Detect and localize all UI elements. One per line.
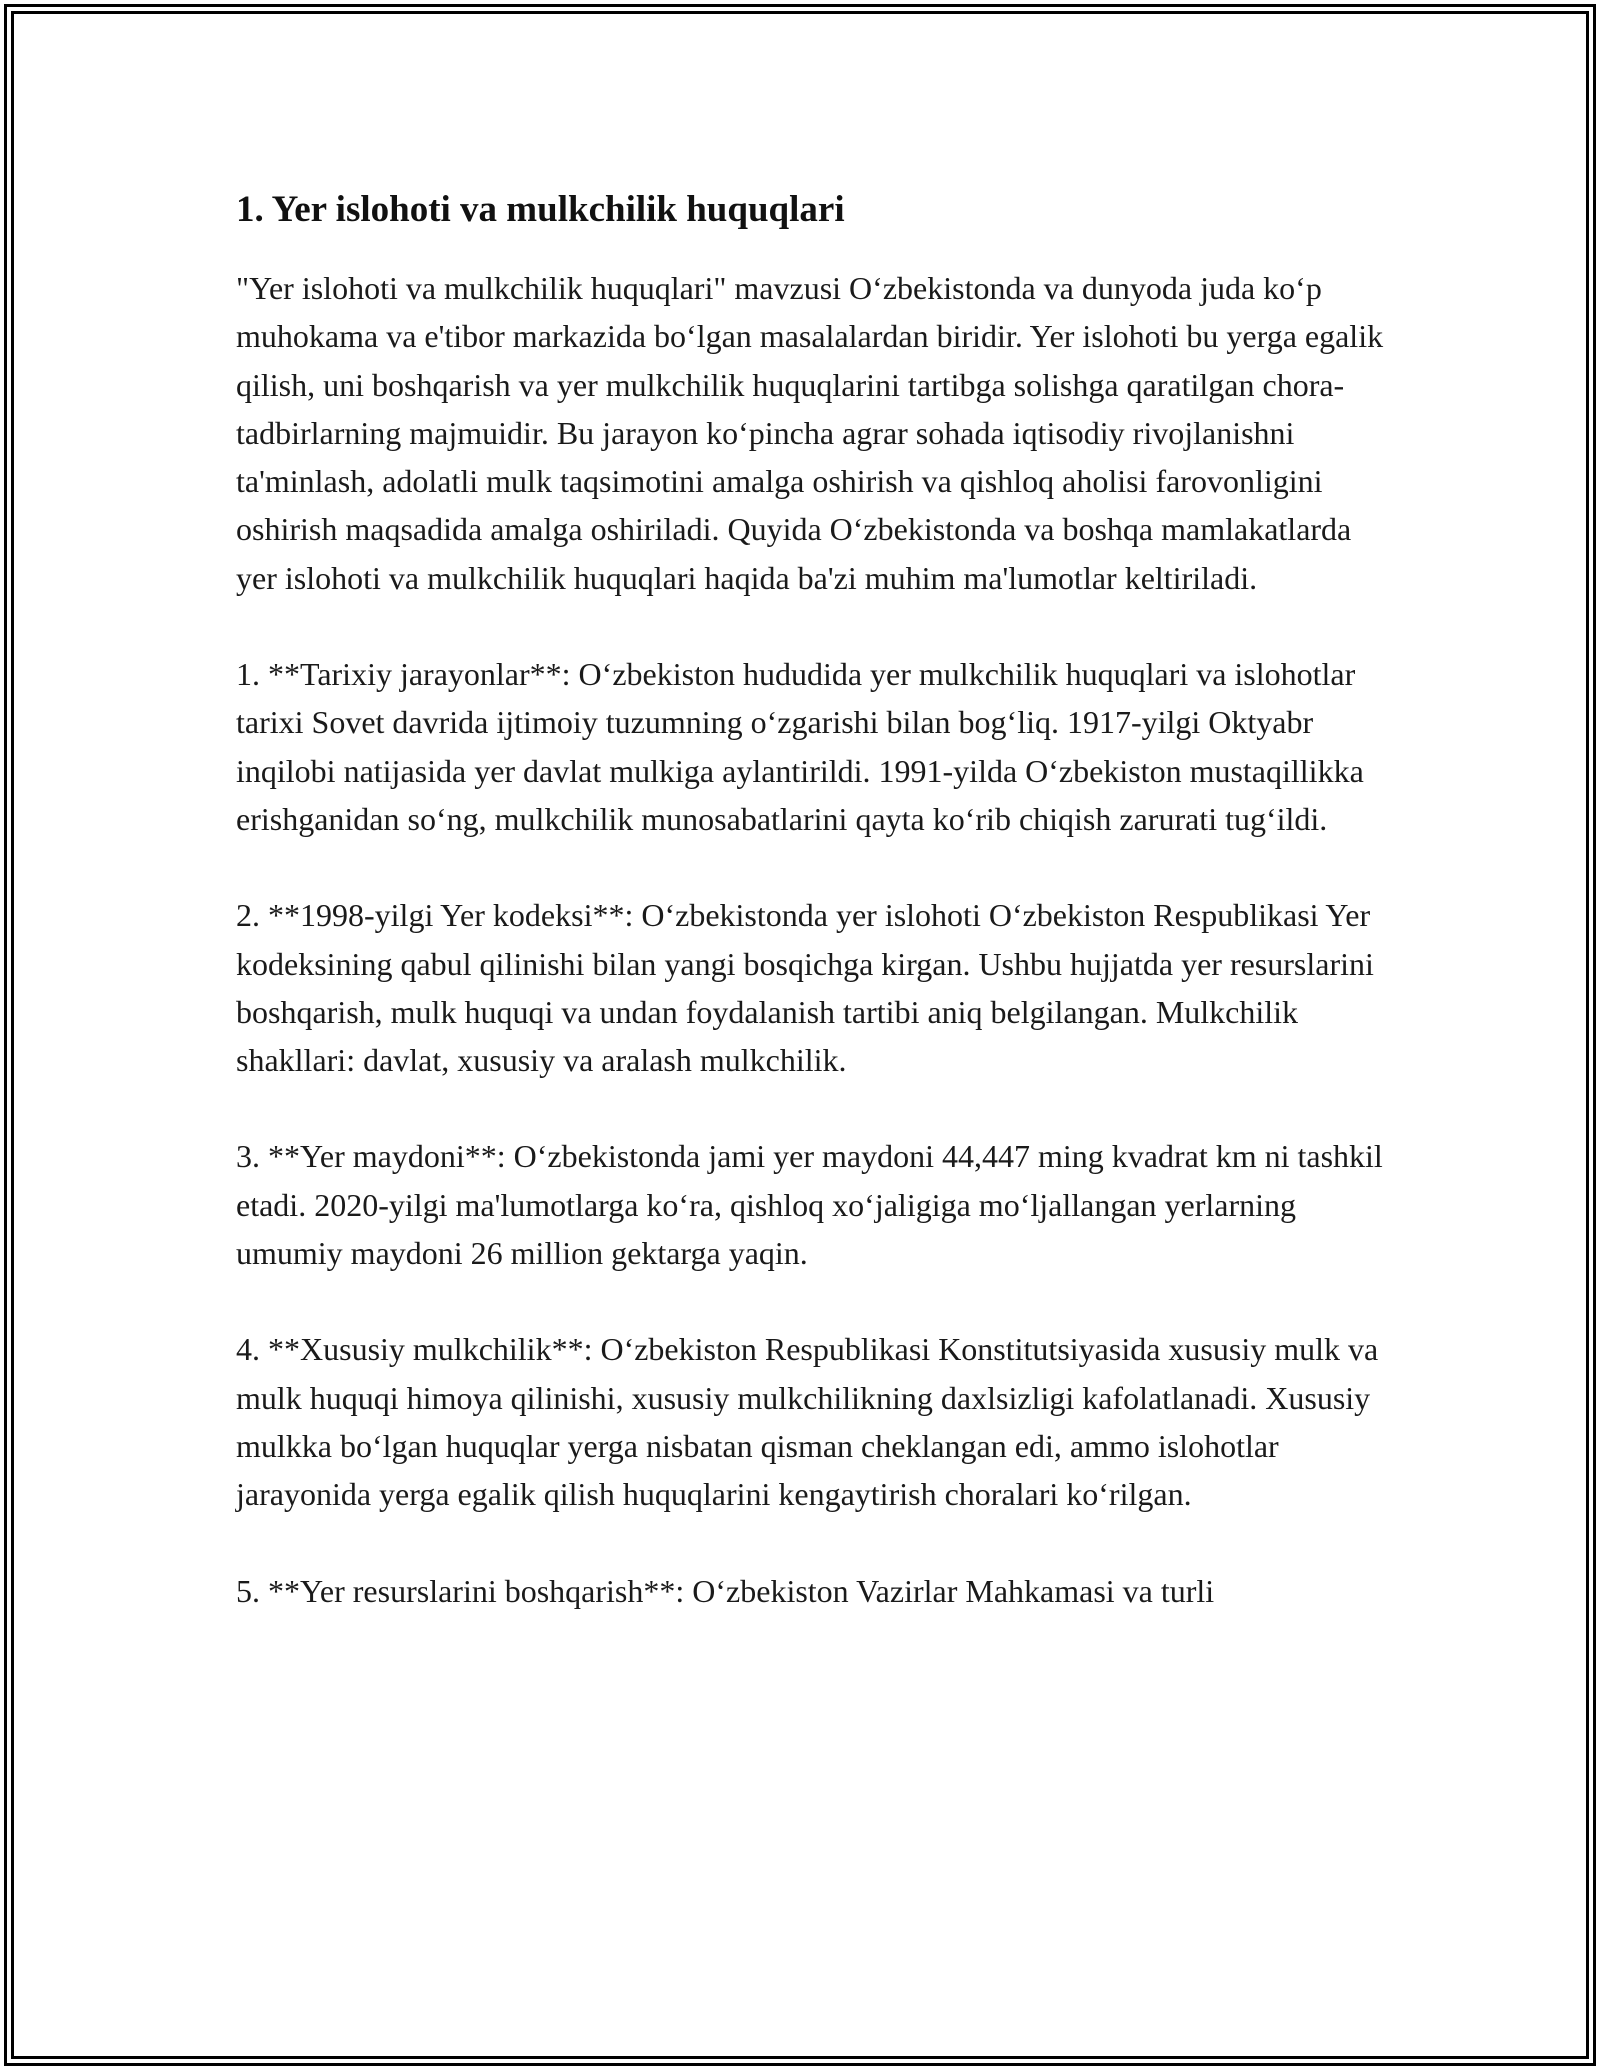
list-item-yer-resurslarini-boshqarish: 5. **Yer resurslarini boshqarish**: O‘zbekiston Vazirlar Mahkamasi va turli bbox=[236, 1572, 1215, 1609]
list-item-xususiy-mulkchilik: 4. **Xususiy mulkchilik**: O‘zbekiston Respublikasi Konstitutsiyasida xususiy mulk va mulk huquqi himoya qilinishi, xususiy mulkchilikning daxlsizligi kafolatlanadi. Xususiy mulkka bo‘lgan huquqlar yerga nisbatan qisman cheklangan edi, ammo islohotlar jarayonida yerga egalik qilish huquqlarini kengaytirish choralari ko‘rilgan. bbox=[236, 1331, 1379, 1513]
list-item-tarixiy-jarayonlar: 1. **Tarixiy jarayonlar**: O‘zbekiston hududida yer mulkchilik huquqlari va islohotlar tarixi Sovet davrida ijtimoiy tuzumning o‘zgarishi bilan bog‘liq. 1917-yilgi Oktyabr inqilobi natijasida yer davlat mulkiga aylantirildi. 1991-yilda O‘zbekiston mustaqillikka erishganidan so‘ng, mulkchilik munosabatlarini qayta ko‘rib chiqish zarurati tug‘ildi. bbox=[236, 656, 1364, 837]
list-item-yer-maydoni: 3. **Yer maydoni**: O‘zbekistonda jami yer maydoni 44,447 ming kvadrat km ni tashkil etadi. 2020-yilgi ma'lumotlarga ko‘ra, qishloq xo‘jaligiga mo‘ljallangan yerlarning umumiy maydoni 26 million gektarga yaqin. bbox=[236, 1138, 1383, 1272]
list-item-yer-kodeksi: 2. **1998-yilgi Yer kodeksi**: O‘zbekistonda yer islohoti O‘zbekiston Respublikasi Yer kodeksining qabul qilinishi bilan yangi bosqichga kirgan. Ushbu hujjatda yer resurslarini boshqarish, mulk huquqi va undan foydalanish tartibi aniq belgilangan. Mulkchilik shakllari: davlat, xususiy va aralash mulkchilik. bbox=[236, 897, 1374, 1079]
document-body bbox=[236, 186, 1386, 1615]
intro-paragraph: "Yer islohoti va mulkchilik huquqlari" mavzusi O‘zbekistonda va dunyoda juda ko‘p muhokama va e'tibor markazida bo‘lgan masalalardan biridir. Yer islohoti bu yerga egalik qilish, uni boshqarish va yer mulkchilik huquqlarini tartibga solishga qaratilgan chora-tadbirlarning majmuidir. Bu jarayon ko‘pincha agrar sohada iqtisodiy rivojlanishni ta'minlash, adolatli mulk taqsimotini amalga oshirish va qishloq aholisi farovonligini oshirish maqsadida amalga oshiriladi. Quyida O‘zbekistonda va boshqa mamlakatlarda yer islohoti va mulkchilik huquqlari haqida ba'zi muhim ma'lumotlar keltiriladi. bbox=[236, 270, 1384, 596]
section-heading: 1. Yer islohoti va mulkchilik huquqlari bbox=[236, 189, 845, 230]
